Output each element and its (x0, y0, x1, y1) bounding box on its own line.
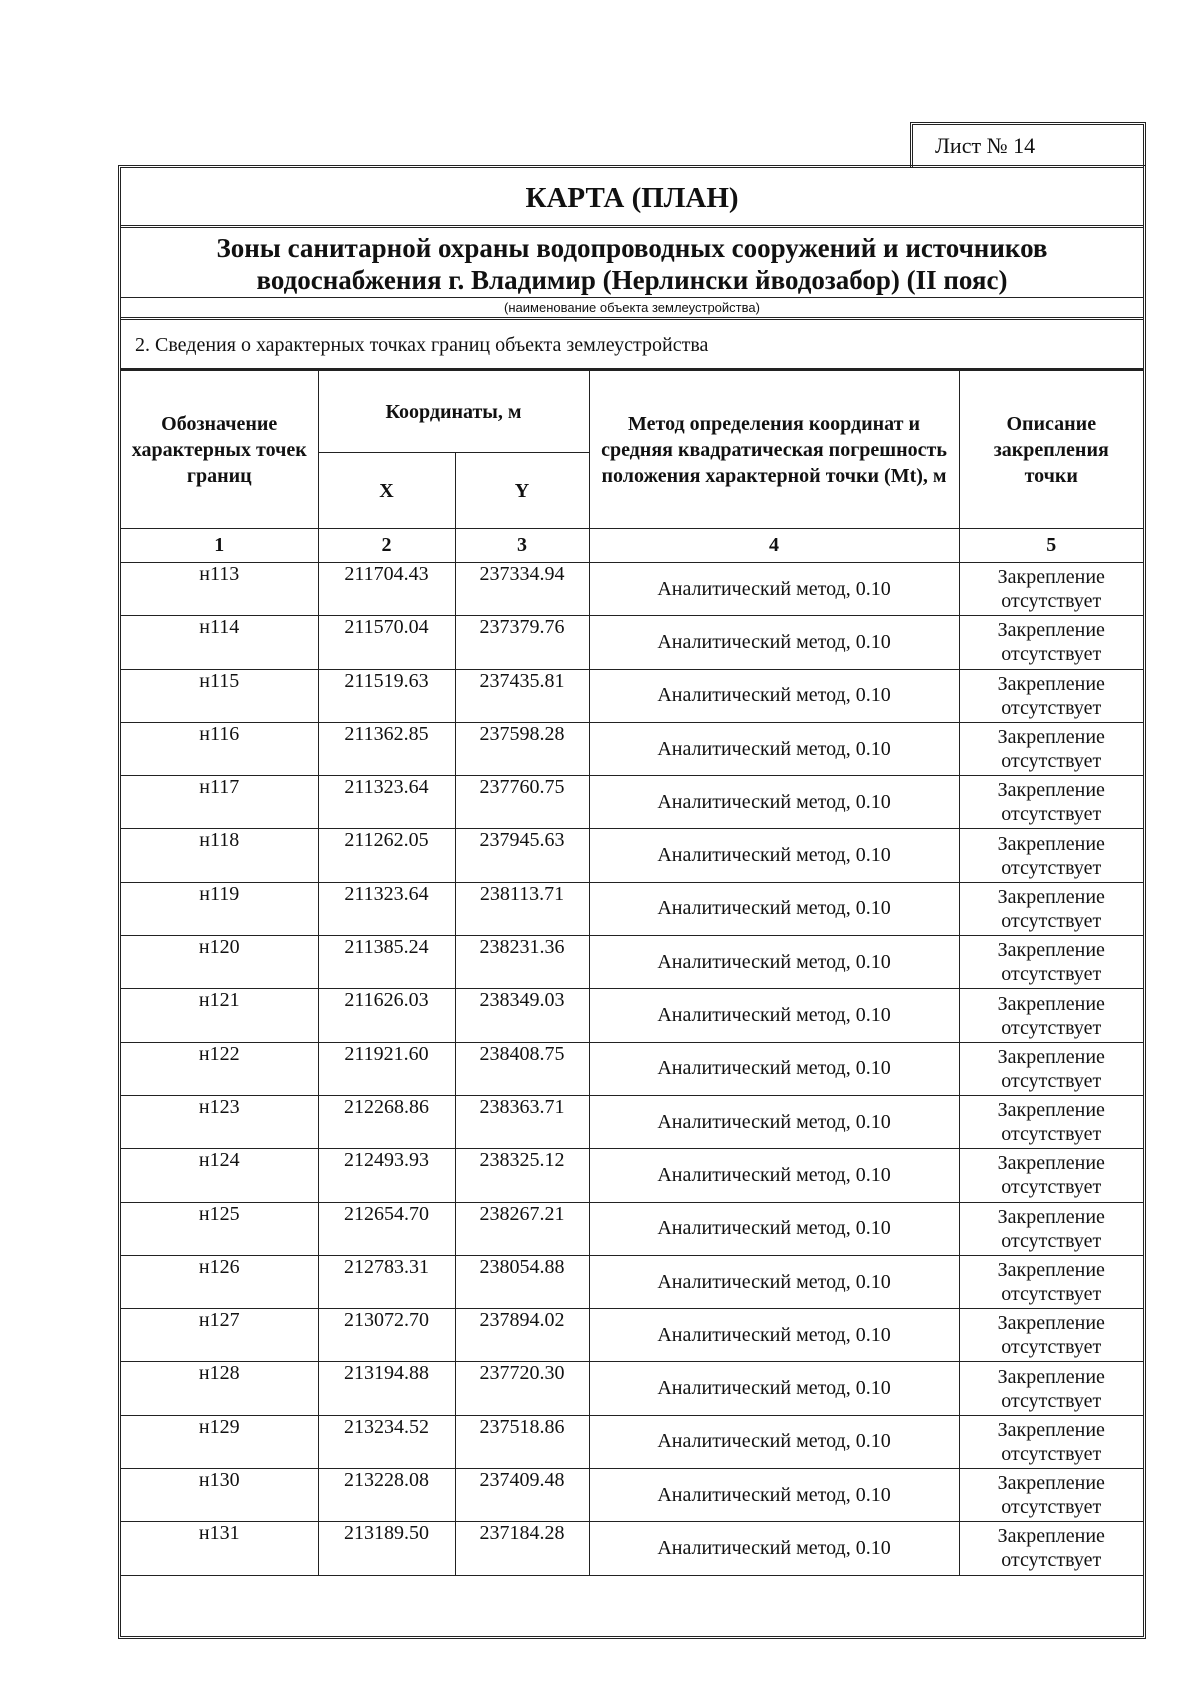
y-coordinate-cell: 237720.30 (455, 1362, 589, 1415)
x-coordinate-cell: 211704.43 (318, 563, 455, 616)
table-row (121, 1255, 1143, 1308)
document-frame (118, 165, 1146, 1639)
x-coordinate-cell: 212493.93 (318, 1149, 455, 1202)
column-number: 5 (959, 529, 1143, 563)
fixing-cell: Закрепление отсутствует (959, 1255, 1143, 1308)
y-coordinate-cell: 237894.02 (455, 1309, 589, 1362)
method-cell: Аналитический метод, 0.10 (589, 1469, 959, 1522)
y-coordinate-cell: 237598.28 (455, 722, 589, 775)
x-coordinate-cell: 212268.86 (318, 1095, 455, 1148)
y-coordinate-cell: 238267.21 (455, 1202, 589, 1255)
header-designation: Обозначение характерных точек границ (121, 371, 318, 529)
x-coordinate-cell: 211570.04 (318, 616, 455, 669)
table-row (121, 669, 1143, 722)
table-footer-blank (121, 1575, 1143, 1660)
header-method: Метод определения координат и средняя квадратическая погрешность положения характерной точки (Mt), м (589, 371, 959, 529)
sheet-number (910, 122, 1146, 167)
fixing-cell: Закрепление отсутствует (959, 1469, 1143, 1522)
table-row (121, 1415, 1143, 1468)
header-y: Y (455, 453, 589, 529)
fixing-cell: Закрепление отсутствует (959, 882, 1143, 935)
method-cell: Аналитический метод, 0.10 (589, 1255, 959, 1308)
method-cell: Аналитический метод, 0.10 (589, 616, 959, 669)
fixing-cell: Закрепление отсутствует (959, 829, 1143, 882)
column-number: 4 (589, 529, 959, 563)
point-cell: н113 (121, 563, 318, 616)
x-coordinate-cell: 211323.64 (318, 882, 455, 935)
point-cell: н126 (121, 1255, 318, 1308)
point-cell: н121 (121, 989, 318, 1042)
method-cell: Аналитический метод, 0.10 (589, 1202, 959, 1255)
y-coordinate-cell: 238408.75 (455, 1042, 589, 1095)
method-cell: Аналитический метод, 0.10 (589, 1042, 959, 1095)
table-row (121, 616, 1143, 669)
method-cell: Аналитический метод, 0.10 (589, 1415, 959, 1468)
y-coordinate-cell: 238113.71 (455, 882, 589, 935)
y-coordinate-cell: 238231.36 (455, 936, 589, 989)
point-cell: н116 (121, 722, 318, 775)
header-coordinates: Координаты, м (318, 371, 589, 453)
y-coordinate-cell: 237409.48 (455, 1469, 589, 1522)
table-row (121, 1522, 1143, 1575)
table-row (121, 1095, 1143, 1148)
point-cell: н129 (121, 1415, 318, 1468)
x-coordinate-cell: 211519.63 (318, 669, 455, 722)
table-row (121, 1362, 1143, 1415)
table-row (121, 1042, 1143, 1095)
header-fixing: Описание закрепления точки (959, 371, 1143, 529)
point-cell: н115 (121, 669, 318, 722)
blank-cell (121, 1575, 1143, 1660)
method-cell: Аналитический метод, 0.10 (589, 1095, 959, 1148)
y-coordinate-cell: 237518.86 (455, 1415, 589, 1468)
fixing-cell: Закрепление отсутствует (959, 1522, 1143, 1575)
column-number: 1 (121, 529, 318, 563)
method-cell: Аналитический метод, 0.10 (589, 669, 959, 722)
point-cell: н131 (121, 1522, 318, 1575)
y-coordinate-cell: 237760.75 (455, 776, 589, 829)
method-cell: Аналитический метод, 0.10 (589, 936, 959, 989)
y-coordinate-cell: 237334.94 (455, 563, 589, 616)
x-coordinate-cell: 213228.08 (318, 1469, 455, 1522)
x-coordinate-cell: 211626.03 (318, 989, 455, 1042)
x-coordinate-cell: 211385.24 (318, 936, 455, 989)
method-cell: Аналитический метод, 0.10 (589, 722, 959, 775)
fixing-cell: Закрепление отсутствует (959, 1309, 1143, 1362)
point-cell: н130 (121, 1469, 318, 1522)
document-title: КАРТА (ПЛАН) (121, 168, 1143, 228)
section-heading: 2. Сведения о характерных точках границ объекта землеустройства (121, 320, 1143, 370)
method-cell: Аналитический метод, 0.10 (589, 1522, 959, 1575)
boundary-points-table (121, 370, 1143, 1660)
method-cell: Аналитический метод, 0.10 (589, 776, 959, 829)
x-coordinate-cell: 211921.60 (318, 1042, 455, 1095)
method-cell: Аналитический метод, 0.10 (589, 882, 959, 935)
table-row (121, 989, 1143, 1042)
fixing-cell: Закрепление отсутствует (959, 989, 1143, 1042)
table-row (121, 776, 1143, 829)
point-cell: н124 (121, 1149, 318, 1202)
fixing-cell: Закрепление отсутствует (959, 616, 1143, 669)
y-coordinate-cell: 238363.71 (455, 1095, 589, 1148)
fixing-cell: Закрепление отсутствует (959, 1415, 1143, 1468)
point-cell: н117 (121, 776, 318, 829)
fixing-cell: Закрепление отсутствует (959, 1362, 1143, 1415)
fixing-cell: Закрепление отсутствует (959, 776, 1143, 829)
column-number: 2 (318, 529, 455, 563)
table-row (121, 722, 1143, 775)
point-cell: н118 (121, 829, 318, 882)
y-coordinate-cell: 238349.03 (455, 989, 589, 1042)
fixing-cell: Закрепление отсутствует (959, 1202, 1143, 1255)
x-coordinate-cell: 213194.88 (318, 1362, 455, 1415)
point-cell: н119 (121, 882, 318, 935)
fixing-cell: Закрепление отсутствует (959, 669, 1143, 722)
table-row (121, 936, 1143, 989)
point-cell: н122 (121, 1042, 318, 1095)
table-row (121, 1202, 1143, 1255)
x-coordinate-cell: 213234.52 (318, 1415, 455, 1468)
y-coordinate-cell: 237184.28 (455, 1522, 589, 1575)
table-row (121, 829, 1143, 882)
y-coordinate-cell: 237945.63 (455, 829, 589, 882)
table-row (121, 882, 1143, 935)
x-coordinate-cell: 213189.50 (318, 1522, 455, 1575)
y-coordinate-cell: 237379.76 (455, 616, 589, 669)
point-cell: н127 (121, 1309, 318, 1362)
method-cell: Аналитический метод, 0.10 (589, 1362, 959, 1415)
table-row (121, 1309, 1143, 1362)
method-cell: Аналитический метод, 0.10 (589, 563, 959, 616)
point-cell: н114 (121, 616, 318, 669)
fixing-cell: Закрепление отсутствует (959, 1095, 1143, 1148)
table-row (121, 1469, 1143, 1522)
point-cell: н125 (121, 1202, 318, 1255)
fixing-cell: Закрепление отсутствует (959, 722, 1143, 775)
point-cell: н120 (121, 936, 318, 989)
table-row (121, 1149, 1143, 1202)
fixing-cell: Закрепление отсутствует (959, 1042, 1143, 1095)
method-cell: Аналитический метод, 0.10 (589, 1149, 959, 1202)
y-coordinate-cell: 238325.12 (455, 1149, 589, 1202)
x-coordinate-cell: 211262.05 (318, 829, 455, 882)
object-name-caption: (наименование объекта землеустройства) (121, 298, 1143, 320)
y-coordinate-cell: 237435.81 (455, 669, 589, 722)
table-row (121, 563, 1143, 616)
fixing-cell: Закрепление отсутствует (959, 1149, 1143, 1202)
object-name-line-1: Зоны санитарной охраны водопроводных сооружений и источников (216, 233, 1048, 263)
fixing-cell: Закрепление отсутствует (959, 563, 1143, 616)
point-cell: н123 (121, 1095, 318, 1148)
method-cell: Аналитический метод, 0.10 (589, 1309, 959, 1362)
fixing-cell: Закрепление отсутствует (959, 936, 1143, 989)
x-coordinate-cell: 213072.70 (318, 1309, 455, 1362)
method-cell: Аналитический метод, 0.10 (589, 829, 959, 882)
x-coordinate-cell: 211323.64 (318, 776, 455, 829)
x-coordinate-cell: 211362.85 (318, 722, 455, 775)
header-x: X (318, 453, 455, 529)
x-coordinate-cell: 212654.70 (318, 1202, 455, 1255)
object-name-line-2: водоснабжения г. Владимир (Нерлински йводозабор) (II пояс) (256, 265, 1008, 295)
y-coordinate-cell: 238054.88 (455, 1255, 589, 1308)
object-name (121, 228, 1143, 298)
point-cell: н128 (121, 1362, 318, 1415)
column-number: 3 (455, 529, 589, 563)
sheet-number-label: Лист № 14 (935, 133, 1036, 158)
method-cell: Аналитический метод, 0.10 (589, 989, 959, 1042)
x-coordinate-cell: 212783.31 (318, 1255, 455, 1308)
